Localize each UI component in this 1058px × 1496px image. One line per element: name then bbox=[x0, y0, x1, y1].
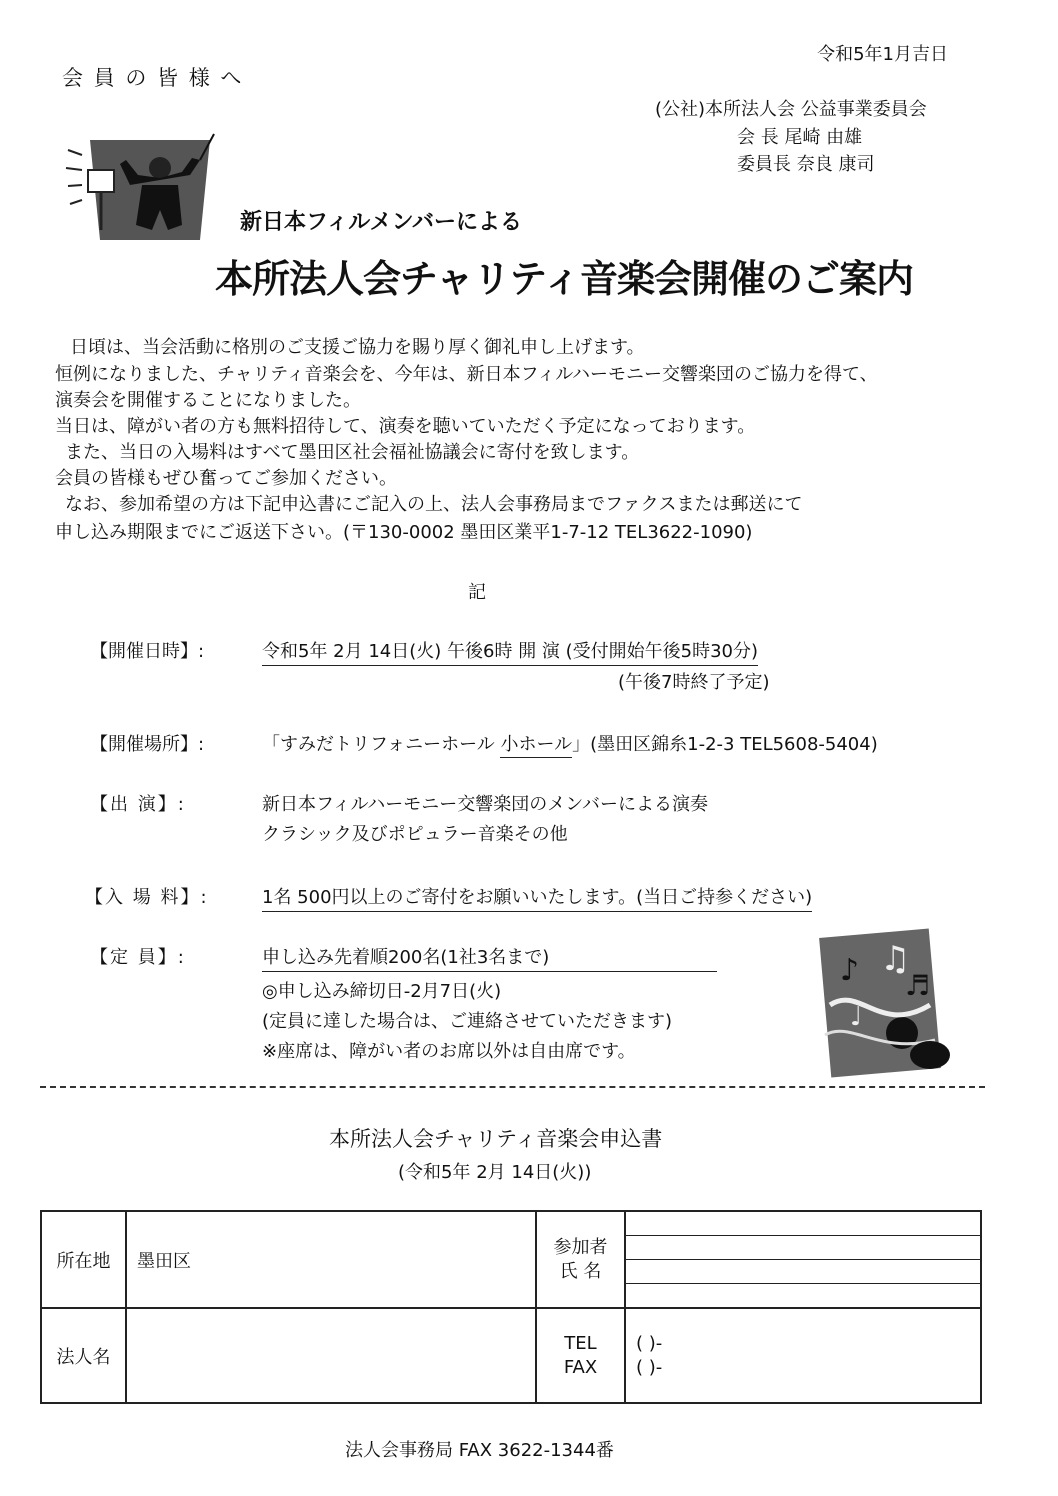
location-label: 所在地 bbox=[41, 1211, 126, 1308]
capacity-note: (定員に達した場合は、ご連絡させていただきます) bbox=[262, 1011, 673, 1032]
tel-label: TEL bbox=[564, 1332, 597, 1354]
ki-mark: 記 bbox=[468, 582, 486, 603]
fax-field[interactable]: ( )- bbox=[636, 1356, 663, 1378]
subtitle: 新日本フィルメンバーによる bbox=[240, 210, 523, 235]
main-title: 本所法人会チャリティ音楽会開催のご案内 bbox=[215, 257, 914, 301]
tel-field[interactable]: ( )- bbox=[636, 1332, 663, 1354]
application-form bbox=[40, 1210, 982, 1404]
end-time-note: (午後7時終了予定) bbox=[618, 672, 770, 693]
music-notes-icon bbox=[810, 925, 950, 1080]
cut-line bbox=[40, 1086, 985, 1088]
venue-label: 【開催場所】: bbox=[90, 734, 205, 755]
participant-line[interactable] bbox=[626, 1212, 980, 1236]
performer-label: 【出 演】: bbox=[90, 794, 186, 815]
svg-text:♬: ♬ bbox=[905, 969, 931, 1002]
fax-label: FAX bbox=[563, 1356, 598, 1378]
participant-label-line: 氏 名 bbox=[559, 1260, 602, 1282]
chairperson: 会 長 尾崎 由雄 bbox=[737, 127, 863, 148]
conductor-icon bbox=[60, 130, 220, 250]
participant-line[interactable] bbox=[626, 1236, 980, 1260]
participant-label-line: 参加者 bbox=[553, 1236, 608, 1258]
fee-value: 1名 500円以上のご寄付をお願いいたします。(当日ご持参ください) bbox=[262, 883, 812, 912]
contact-field[interactable] bbox=[625, 1308, 981, 1403]
addressee: 会 員 の 皆 様 へ bbox=[62, 66, 244, 90]
venue-hall: 小ホール bbox=[500, 734, 572, 758]
body-line: なお、参加希望の方は下記申込書にご記入の上、法人会事務局までファクスまたは郵送にて bbox=[65, 494, 803, 515]
form-date: (令和5年 2月 14日(火)) bbox=[398, 1162, 592, 1183]
performer-line: 新日本フィルハーモニー交響楽団のメンバーによる演奏 bbox=[262, 794, 709, 815]
capacity-label: 【定 員】: bbox=[90, 947, 186, 968]
venue-address: 」(墨田区錦糸1-2-3 TEL5608-5404) bbox=[572, 734, 878, 755]
participant-line[interactable] bbox=[626, 1284, 980, 1307]
svg-text:♩: ♩ bbox=[850, 1002, 863, 1032]
venue-value bbox=[262, 730, 878, 756]
organization: (公社)本所法人会 公益事業委員会 bbox=[655, 99, 927, 120]
venue-name: 「すみだトリフォニーホール bbox=[262, 734, 501, 755]
body-line: 恒例になりました、チャリティ音楽会を、今年は、新日本フィルハーモニー交響楽団のご協力を得て、 bbox=[55, 364, 878, 385]
participant-label bbox=[536, 1211, 625, 1308]
body-line: また、当日の入場料はすべて墨田区社会福祉協議会に寄付を致します。 bbox=[65, 442, 640, 463]
company-field[interactable] bbox=[126, 1308, 536, 1403]
location-field[interactable]: 墨田区 bbox=[126, 1211, 536, 1308]
body-line: 申し込み期限までにご返送下さい。(〒130-0002 墨田区業平1-7-12 TEL3622-1090) bbox=[55, 522, 753, 543]
deadline-note: ◎申し込み締切日-2月7日(火) bbox=[262, 981, 502, 1002]
issue-date: 令和5年1月吉日 bbox=[817, 44, 948, 65]
participant-line[interactable] bbox=[626, 1260, 980, 1284]
svg-text:♪: ♪ bbox=[840, 953, 860, 988]
fee-label: 【入 場 料】: bbox=[85, 887, 209, 908]
performer-line: クラシック及びポピュラー音楽その他 bbox=[262, 824, 568, 845]
company-label: 法人名 bbox=[41, 1308, 126, 1403]
footer-fax: 法人会事務局 FAX 3622-1344番 bbox=[345, 1440, 614, 1461]
body-line: 演奏会を開催することになりました。 bbox=[55, 390, 361, 411]
date-value: 令和5年 2月 14日(火) 午後6時 開 演 (受付開始午後5時30分) bbox=[262, 637, 758, 666]
form-title: 本所法人会チャリティ音楽会申込書 bbox=[329, 1127, 663, 1151]
capacity-value: 申し込み先着順200名(1社3名まで) bbox=[262, 943, 717, 972]
body-line: 当日は、障がい者の方も無料招待して、演奏を聴いていただく予定になっております。 bbox=[55, 416, 756, 437]
body-line: 日頃は、当会活動に格別のご支援ご協力を賜り厚く御礼申し上げます。 bbox=[70, 337, 645, 358]
date-label: 【開催日時】: bbox=[90, 641, 205, 662]
seating-note: ※座席は、障がい者のお席以外は自由席です。 bbox=[262, 1041, 636, 1062]
svg-text:♫: ♫ bbox=[880, 939, 911, 979]
committee-chair: 委員長 奈良 康司 bbox=[737, 154, 875, 175]
participant-names-field[interactable] bbox=[625, 1211, 981, 1308]
contact-label bbox=[536, 1308, 625, 1403]
body-line: 会員の皆様もぜひ奮ってご参加ください。 bbox=[55, 468, 397, 489]
